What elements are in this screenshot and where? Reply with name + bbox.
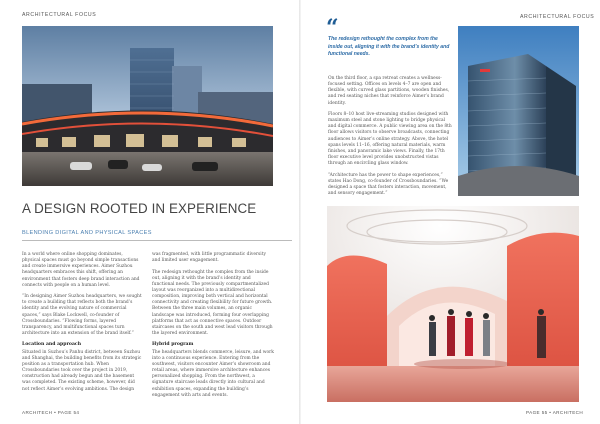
left-section-label: ARCHITECTURAL FOCUS: [22, 12, 97, 18]
building-exterior-photo: [22, 26, 273, 186]
showroom-interior-photo: [327, 206, 579, 402]
paragraph: Floors 8–10 host live-streaming studios designed with maximum steel and stone lighting to bridge physical and digital commerce. A public viewing area on the 8th floor allows visitors to observe broadcasts, connecting audiences to Aimer’s online strategy. Above, the hotel spans levels 11–16, offering natural materials, warm finishes, and panoramic lake views. Finally, the 17th floor executive level provides unobstructed vistas through an encircling glass window.: [328, 111, 452, 167]
paragraph: was fragmented, with little programmatic diversity and limited user engagement.: [152, 252, 266, 264]
paragraph: On the third floor, a spa retreat creates a wellness-focused setting. Offices on levels 4–7 are open and flexible, with curved glass partitions, wooden finishes, and red seating niches that reinforce Aimer’s brand identity.: [328, 76, 450, 106]
right-footer: PAGE 55 • ARCHITECH: [526, 410, 584, 415]
left-column-1: [22, 252, 142, 398]
paragraph: The redesign rethought the complex from the inside out, aligning it with the brand’s identity and functional needs. The previously compartmentalized layout was reorganized into a multidirectional composition, improving both vertical and horizontal connectivity and creating flexibility for future growth. Between the three main volumes, an organic landscape was introduced, forming four overlapping platforms that act as connective spaces. Outdoor staircases on the south and west lead visitors through the layered environment.: [152, 269, 273, 337]
tower-photo: [458, 26, 579, 196]
article-subheading: BLENDING DIGITAL AND PHYSICAL SPACES: [22, 230, 292, 241]
left-column-2: [152, 252, 274, 404]
paragraph: The headquarters blends commerce, leisure, and work into a continuous experience. Entering from the southwest, visitors encounter Aimer’s showroom and retail areas, where immersive architecture enhances personalized shopping. From the northwest, a signature staircase leads directly into cultural and exhibition spaces, expanding the building’s engagement with arts and events.: [152, 349, 274, 398]
right-section-label: ARCHITECTURAL FOCUS: [520, 14, 595, 20]
section-heading: Hybrid program: [152, 342, 194, 348]
article-headline: A DESIGN ROOTED IN EXPERIENCE: [22, 201, 257, 216]
left-footer: ARCHITECH • PAGE 54: [22, 410, 80, 415]
right-column: [328, 76, 452, 202]
spread-gutter: [299, 0, 301, 424]
paragraph: “Architecture has the power to shape experiences,” states Hao Dong, co-founder of Crossboundaries. “We designed a space that fosters interaction, movement, and sensory engagement.”: [328, 172, 449, 197]
section-heading: Location and approach: [22, 342, 82, 348]
paragraph: Situated in Suzhou’s Panhu district, between Suzhou and Shanghai, the building benefits from its strategic position as a transportation hub. When Crossboundaries took over the project in 2019, construction had already begun and the basement was completed. The existing scheme, however, did not reflect Aimer’s evolving ambitions. The design: [22, 349, 142, 392]
paragraph: In a world where online shopping dominates, physical spaces must go beyond simple transactions and create immersive experiences. Aimer Suzhou headquarters embraces this shift, offering an environment that fosters deep brand interaction and connects with people on a human level.: [22, 252, 140, 288]
paragraph: “In designing Aimer Suzhou headquarters, we sought to create a building that reflects both the brand’s identity and the evolving nature of commercial spaces,” says Blake Lockwell, co-founder of Crossboundaries. “Flowing forms, layered transparency, and multifunctional spaces turn architecture into an extension of the brand itself.”: [22, 294, 142, 337]
pull-quote: The redesign rethought the complex from the inside out, aligning it with the brand’s identity and functional needs.: [328, 36, 450, 58]
quote-icon: “: [326, 15, 339, 41]
